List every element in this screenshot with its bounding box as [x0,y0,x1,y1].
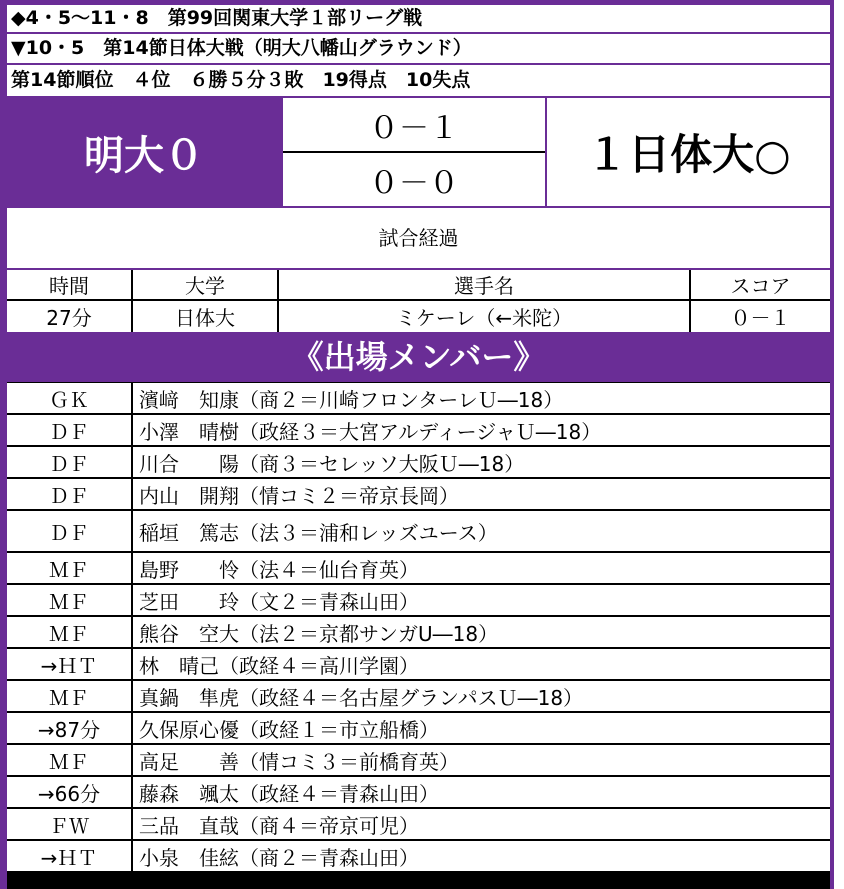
col-time-header: 時間 [7,270,131,299]
col-player-header: 選手名 [279,270,689,299]
member-position: ＭＦ [7,617,131,647]
member-name: 三品 直哉（商４＝帝京可児） [133,809,830,839]
first-half-score: ０－１ [283,98,545,151]
member-name: 芝田 玲（文２＝青森山田） [133,585,830,615]
member-position: ＭＦ [7,553,131,583]
scoreboard [7,98,830,206]
member-name: 小澤 晴樹（政経３＝大宮アルディージャＵ―18） [133,415,830,445]
goal-time: 27分 [7,301,131,332]
member-name: 川合 陽（商３＝セレッソ大阪Ｕ―18） [133,447,830,477]
col-score-header: スコア [691,270,830,299]
col-university-header: 大学 [133,270,277,299]
member-name: 小泉 佳絃（商２＝青森山田） [133,841,830,871]
member-position: →ＨＴ [7,841,131,871]
member-name: 濱﨑 知康（商２＝川崎フロンターレＵ―18） [133,383,830,413]
member-position: ＤＦ [7,479,131,509]
member-name: 真鍋 隼虎（政経４＝名古屋グランパスＵ―18） [133,681,830,711]
member-position: →66分 [7,777,131,807]
member-position: →ＨＴ [7,649,131,679]
second-half-score: ０－０ [283,153,545,206]
match-header: ▼10・5 第14節日体大戦（明大八幡山グラウンド） [7,34,830,63]
progress-table [7,270,830,332]
member-position: ＤＦ [7,447,131,477]
standing-header: 第14節順位 ４位 ６勝５分３敗 19得点 10失点 [7,65,830,96]
league-header: ◆4・5～11・8 第99回関東大学１部リーグ戦 [7,5,830,32]
member-name: 島野 怜（法４＝仙台育英） [133,553,830,583]
member-name: 久保原心優（政経１＝市立船橋） [133,713,830,743]
member-position: ＤＦ [7,415,131,445]
half-scores [283,98,545,206]
member-position: ＧＫ [7,383,131,413]
progress-title: 試合経過 [7,208,830,268]
members-title: 《出場メンバー》 [291,338,546,376]
member-position: ＭＦ [7,585,131,615]
member-position: →87分 [7,713,131,743]
goal-player: ミケーレ（←米陀） [279,301,689,332]
members-table [7,382,830,889]
member-position: ＤＦ [7,511,131,551]
member-name: 藤森 颯太（政経４＝青森山田） [133,777,830,807]
member-position: ＦＷ [7,809,131,839]
member-name: 稲垣 篤志（法３＝浦和レッズユース） [133,511,830,551]
member-name: 林 晴己（政経４＝高川学園） [133,649,830,679]
member-name: 高足 善（情コミ３＝前橋育英） [133,745,830,775]
member-name: 熊谷 空大（法２＝京都サンガU―18） [133,617,830,647]
goal-university: 日体大 [133,301,277,332]
goal-score: ０－１ [691,301,830,332]
member-position: ＭＦ [7,681,131,711]
member-position: ＭＦ [7,745,131,775]
home-team-score: 明大０ [7,98,281,206]
away-team-score: １日体大○ [547,98,830,206]
member-name: 内山 開翔（情コミ２＝帝京長岡） [133,479,830,509]
